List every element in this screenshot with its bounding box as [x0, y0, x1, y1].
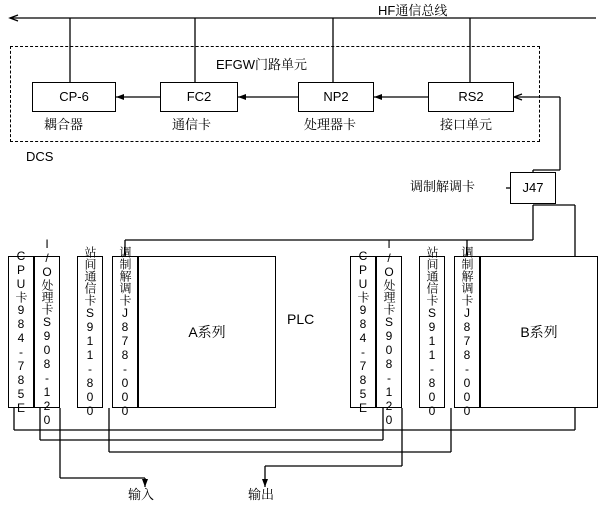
- plc-b-series[interactable]: B系列: [480, 256, 598, 408]
- input-label: 输入: [128, 487, 155, 502]
- box-fc2[interactable]: FC2: [160, 82, 238, 112]
- label-rs2-under: 接口单元: [440, 117, 493, 132]
- plc-b-card-io-label: I/O处理卡S908-120: [382, 237, 396, 427]
- box-cp6[interactable]: CP-6: [32, 82, 116, 112]
- plc-b-card-cpu-label: CPU卡984-785E: [356, 249, 370, 415]
- plc-a-card-modem[interactable]: [112, 246, 138, 418]
- plc-a-card-io-label: I/O处理卡S908-120: [40, 237, 54, 427]
- plc-b-card-cpu[interactable]: [350, 249, 376, 415]
- modem-label: 调制解调卡: [410, 179, 476, 194]
- dcs-label: DCS: [26, 149, 54, 164]
- plc-a-series[interactable]: A系列: [138, 256, 276, 408]
- label-fc2-under: 通信卡: [172, 117, 212, 132]
- plc-a-card-station-comm-label: 站间通信卡S911-800: [83, 246, 97, 418]
- label-np2-under: 处理器卡: [304, 117, 357, 132]
- plc-b-card-modem[interactable]: [454, 246, 480, 418]
- efgw-group-label: EFGW门路单元: [216, 57, 307, 72]
- plc-b-card-station-comm[interactable]: [419, 246, 445, 418]
- box-np2[interactable]: NP2: [298, 82, 374, 112]
- plc-b-card-station-comm-label: 站间通信卡S911-800: [425, 246, 439, 418]
- label-cp6-under: 耦合器: [44, 117, 84, 132]
- box-rs2[interactable]: RS2: [428, 82, 514, 112]
- box-j47[interactable]: J47: [510, 172, 556, 204]
- hf-bus-label: HF通信总线: [378, 3, 448, 18]
- plc-a-card-station-comm[interactable]: [77, 246, 103, 418]
- plc-a-card-cpu-label: CPU卡984-785E: [14, 249, 28, 415]
- plc-a-card-cpu[interactable]: [8, 249, 34, 415]
- output-label: 输出: [248, 487, 275, 502]
- plc-b-card-io[interactable]: [376, 237, 402, 427]
- plc-a-card-modem-label: 调制解调卡J878-000: [118, 246, 132, 418]
- plc-a-card-io[interactable]: [34, 237, 60, 427]
- plc-b-card-modem-label: 调制解调卡J878-000: [460, 246, 474, 418]
- plc-label: PLC: [287, 311, 315, 327]
